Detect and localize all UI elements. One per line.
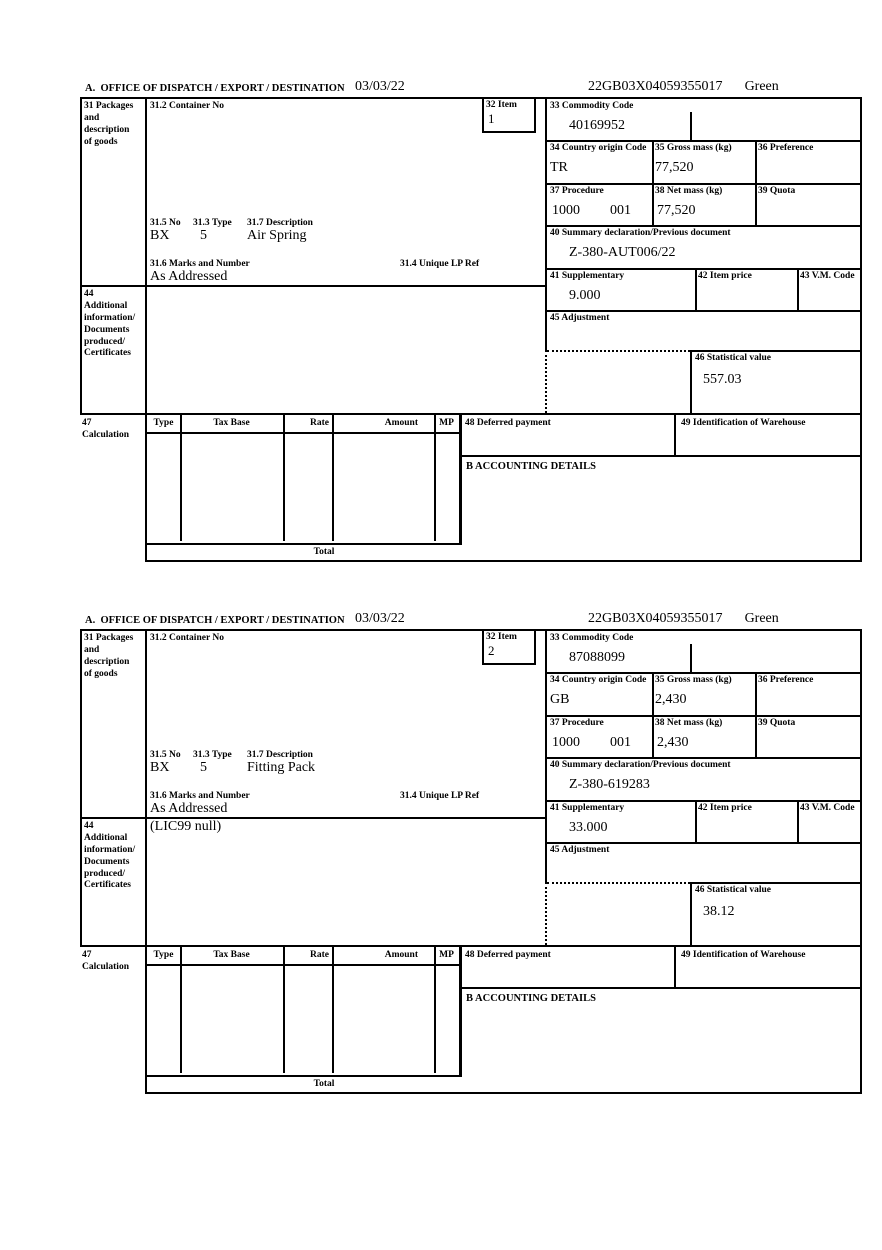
marks-numbers-label: 31.6 Marks and Number [150,259,250,269]
grid-line [82,285,547,287]
mp-column-header: MP [439,950,454,960]
quota-label: 39 Quota [758,186,796,196]
vm-code-label: 43 V.M. Code [800,271,855,281]
warehouse-identification-label: 49 Identification of Warehouse [681,950,806,960]
grid-line [332,415,334,541]
office-of-dispatch-header: A. OFFICE OF DISPATCH / EXPORT / DESTINATION [85,615,345,626]
mrn-value: 22GB03X04059355017 [588,611,723,626]
dotted-line [547,882,690,884]
grid-line [547,310,860,312]
commodity-code-value: 40169952 [569,118,625,133]
grid-line [283,947,285,1073]
gross-mass-value: 2,430 [655,692,687,707]
item-number-label: 32 Item [486,632,517,642]
procedure-additional-value: 001 [610,203,631,218]
statistical-value-label: 46 Statistical value [695,353,771,363]
mrn-value: 22GB03X04059355017 [588,79,723,94]
commodity-code-tick [690,644,692,672]
deferred-payment-box [460,947,676,989]
statistical-value: 38.12 [703,904,735,919]
grid-line [652,672,654,757]
grid-line [690,350,692,413]
gross-mass-value: 77,520 [655,160,694,175]
tax-base-column-header: Tax Base [213,950,250,960]
additional-information-value: (LIC99 null) [150,819,222,834]
tax-calculation-table [145,947,461,1077]
grid-line [695,800,697,842]
grid-line [755,672,757,757]
accounting-details-label: B ACCOUNTING DETAILS [466,993,596,1004]
net-mass-value: 2,430 [657,735,689,750]
grid-line [547,715,860,717]
accounting-details-box [460,989,862,1077]
movement-reference-line [588,612,779,626]
grid-line [797,268,799,310]
additional-information-label: 44 Additional information/ Documents produced/ Certificates [84,289,136,359]
item-detail-grid [80,97,862,415]
commodity-code-label: 33 Commodity Code [550,633,634,643]
package-type-value: 5 [200,228,207,243]
grid-line [755,140,757,225]
grid-line [547,225,860,227]
country-origin-label: 34 Country origin Code [550,675,647,685]
supplementary-units-value: 9.000 [569,288,601,303]
item-price-label: 42 Item price [698,271,752,281]
procedure-label: 37 Procedure [550,718,604,728]
procedure-label: 37 Procedure [550,186,604,196]
grid-line [434,415,436,541]
commodity-code-tick [690,112,692,140]
previous-document-value: Z-380-619283 [569,777,650,792]
declaration-date: 03/03/22 [355,79,405,94]
packages-description-label: 31 Packages and description of goods [84,633,134,679]
adjustment-label: 45 Adjustment [550,313,610,323]
warehouse-identification-box [676,947,862,989]
packages-description-label: 31 Packages and description of goods [84,101,134,147]
package-no-label: 31.5 No [150,750,181,760]
package-type-label: 31.3 Type [193,218,232,228]
warehouse-identification-label: 49 Identification of Warehouse [681,418,806,428]
country-origin-label: 34 Country origin Code [550,143,647,153]
grid-line [690,882,860,884]
deferred-payment-box [460,415,676,457]
supplementary-units-value: 33.000 [569,820,608,835]
tax-type-column-header: Type [153,418,174,428]
item-number-label: 32 Item [486,100,517,110]
calculation-label: 47 Calculation [82,418,129,440]
tax-calculation-table [145,415,461,545]
gross-mass-label: 35 Gross mass (kg) [655,675,732,685]
marks-numbers-value: As Addressed [150,269,228,284]
supplementary-units-label: 41 Supplementary [550,271,625,281]
calculation-label: 47 Calculation [82,950,129,972]
grid-line [147,964,459,966]
rate-column-header: Rate [310,418,329,428]
package-no-value: BX [150,760,170,775]
routing-status: Green [744,79,779,94]
previous-document-label: 40 Summary declaration/Previous document [550,228,731,238]
deferred-payment-label: 48 Deferred payment [465,950,551,960]
mp-column-header: MP [439,418,454,428]
grid-line [180,947,182,1073]
grid-line [695,268,697,310]
goods-description-label: 31.7 Description [247,750,313,760]
package-type-value: 5 [200,760,207,775]
container-no-label: 31.2 Container No [150,101,224,111]
item-detail-grid [80,629,862,947]
item-number-box [482,99,536,133]
declaration-item-section [80,610,864,1094]
routing-status: Green [744,611,779,626]
goods-description-label: 31.7 Description [247,218,313,228]
package-no-label: 31.5 No [150,218,181,228]
grid-line [547,140,860,142]
grid-line [547,757,860,759]
additional-information-label: 44 Additional information/ Documents produced/ Certificates [84,821,136,891]
grid-line [180,415,182,541]
procedure-additional-value: 001 [610,735,631,750]
movement-reference-line [588,80,779,94]
statistical-value: 557.03 [703,372,742,387]
adjustment-label: 45 Adjustment [550,845,610,855]
country-origin-value: TR [550,160,568,175]
grid-line [547,672,860,674]
grid-line [434,947,436,1073]
commodity-code-label: 33 Commodity Code [550,101,634,111]
item-price-label: 42 Item price [698,803,752,813]
grid-line [797,800,799,842]
dotted-line [545,882,547,945]
total-row [145,1077,862,1094]
office-of-dispatch-header: A. OFFICE OF DISPATCH / EXPORT / DESTINATION [85,83,345,94]
marks-numbers-value: As Addressed [150,801,228,816]
grid-line [690,350,860,352]
package-type-label: 31.3 Type [193,750,232,760]
grid-line [652,140,654,225]
grid-line [547,842,860,844]
country-origin-value: GB [550,692,570,707]
item-number-value: 2 [488,643,495,658]
net-mass-label: 38 Net mass (kg) [655,186,723,196]
supplementary-units-label: 41 Supplementary [550,803,625,813]
accounting-details-box [460,457,862,545]
grid-line [547,800,860,802]
grid-line [690,882,692,945]
grid-line [145,631,147,945]
statistical-value-label: 46 Statistical value [695,885,771,895]
accounting-details-label: B ACCOUNTING DETAILS [466,461,596,472]
package-no-value: BX [150,228,170,243]
grid-line [332,947,334,1073]
tax-base-column-header: Tax Base [213,418,250,428]
container-no-label: 31.2 Container No [150,633,224,643]
total-label: Total [313,547,335,557]
warehouse-identification-box [676,415,862,457]
unique-lp-ref-label: 31.4 Unique LP Ref [400,791,480,801]
marks-numbers-label: 31.6 Marks and Number [150,791,250,801]
grid-line [547,183,860,185]
tax-type-column-header: Type [153,950,174,960]
goods-description-value: Air Spring [247,228,307,243]
net-mass-label: 38 Net mass (kg) [655,718,723,728]
dotted-line [547,350,690,352]
grid-line [283,415,285,541]
grid-line [147,432,459,434]
amount-column-header: Amount [384,950,418,960]
deferred-payment-label: 48 Deferred payment [465,418,551,428]
grid-line [145,99,147,413]
goods-description-value: Fitting Pack [247,760,316,775]
declaration-item-section [80,78,864,562]
preference-label: 36 Preference [758,143,814,153]
net-mass-value: 77,520 [657,203,696,218]
previous-document-value: Z-380-AUT006/22 [569,245,676,260]
procedure-value: 1000 [552,735,580,750]
declaration-date: 03/03/22 [355,611,405,626]
previous-document-label: 40 Summary declaration/Previous document [550,760,731,770]
preference-label: 36 Preference [758,675,814,685]
commodity-code-value: 87088099 [569,650,625,665]
grid-line [547,268,860,270]
amount-column-header: Amount [384,418,418,428]
gross-mass-label: 35 Gross mass (kg) [655,143,732,153]
rate-column-header: Rate [310,950,329,960]
unique-lp-ref-label: 31.4 Unique LP Ref [400,259,480,269]
item-number-box [482,631,536,665]
dotted-line [545,350,547,413]
total-label: Total [313,1079,335,1089]
procedure-value: 1000 [552,203,580,218]
quota-label: 39 Quota [758,718,796,728]
total-row [145,545,862,562]
item-number-value: 1 [488,111,495,126]
vm-code-label: 43 V.M. Code [800,803,855,813]
